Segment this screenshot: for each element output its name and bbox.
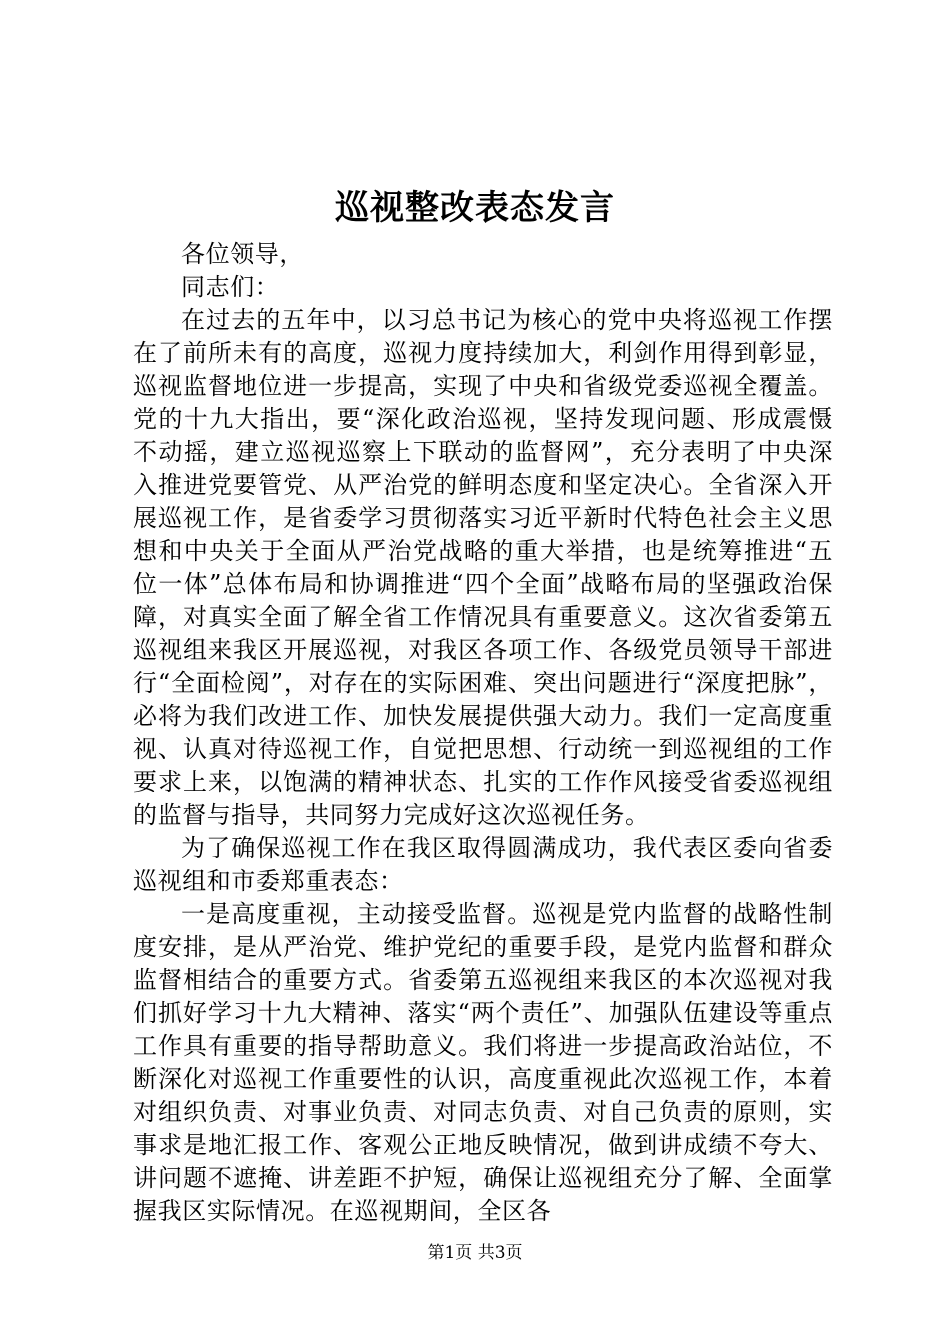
page-footer: 第1页 共3页 — [427, 1243, 523, 1263]
paragraph-pledge-intro: 为了确保巡视工作在我区取得圆满成功，我代表区委向省委巡视组和市委郑重表态： — [133, 834, 833, 895]
document-body — [133, 238, 833, 1228]
salutation-leaders: 各位领导， — [181, 240, 304, 268]
paragraph-background: 在过去的五年中，以习总书记为核心的党中央将巡视工作摆在了前所未有的高度，巡视力度持续加大，利剑作用得到彰显，巡视监督地位进一步提高，实现了中央和省级党委巡视全覆盖。党的十九大指出，要“深化政治巡视，坚持发现问题、形成震慑不动摇，建立巡视巡察上下联动的监督网”，充分表明了中央深入推进党要管党、从严治党的鲜明态度和坚定决心。全省深入开展巡视工作，是省委学习贯彻落实习近平新时代特色社会主义思想和中央关于全面从严治党战略的重大举措，也是统筹推进“五位一体”总体布局和协调推进“四个全面”战略布局的坚强政治保障，对真实全面了解全省工作情况具有重要意义。这次省委第五巡视组来我区开展巡视，对我区各项工作、各级党员领导干部进行“全面检阅”，对存在的实际困难、突出问题进行“深度把脉”，必将为我们改进工作、加快发展提供强大动力。我们一定高度重视、认真对待巡视工作，自觉把思想、行动统一到巡视组的工作要求上来，以饱满的精神状态、扎实的工作作风接受省委巡视组的监督与指导，共同努力完成好这次巡视任务。 — [133, 306, 833, 829]
salutation-comrades: 同志们： — [181, 273, 280, 301]
paragraph-point-one: 一是高度重视，主动接受监督。巡视是党内监督的战略性制度安排，是从严治党、维护党纪的重要手段，是党内监督和群众监督相结合的重要方式。省委第五巡视组来我区的本次巡视对我们抓好学习十九大精神、落实“两个责任”、加强队伍建设等重点工作具有重要的指导帮助意义。我们将进一步提高政治站位，不断深化对巡视工作重要性的认识，高度重视此次巡视工作，本着对组织负责、对事业负责、对同志负责、对自己负责的原则，实事求是地汇报工作、客观公正地反映情况，做到讲成绩不夸大、讲问题不遮掩、讲差距不护短，确保让巡视组充分了解、全面掌握我区实际情况。在巡视期间，全区各 — [133, 900, 833, 1225]
document-title: 巡视整改表态发言 — [335, 188, 615, 228]
